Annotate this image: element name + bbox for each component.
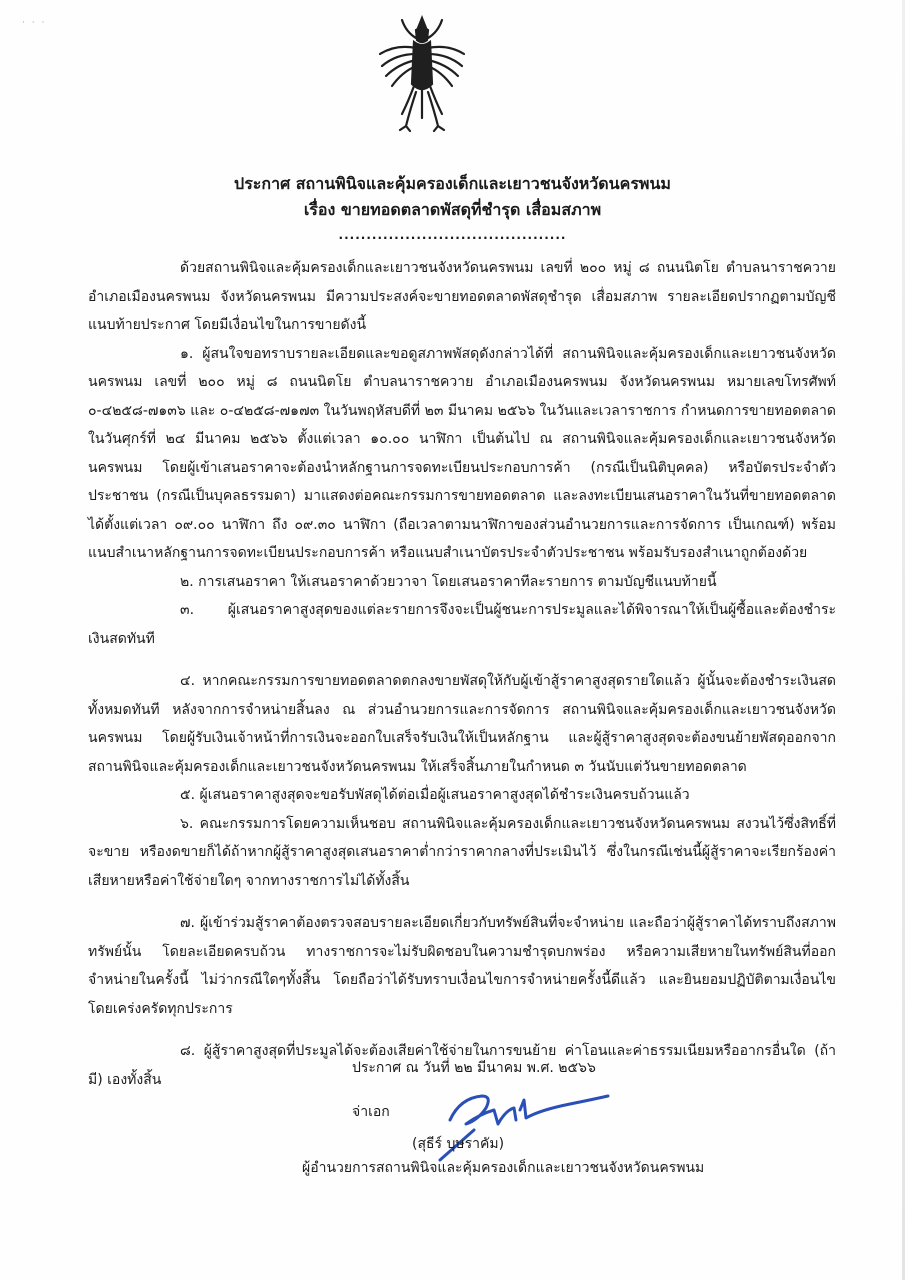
garuda-emblem-icon — [372, 14, 472, 134]
intro-paragraph: ด้วยสถานพินิจและคุ้มครองเด็กและเยาวชนจังหวัดนครพนม เลขที่ ๒๐๐ หมู่ ๘ ถนนนิตโย ตำบลนาราชควาย อำเภอเมืองนครพนม จังหวัดนครพนม มีความประสงค์จะขายทอดตลาดพัสดุชำรุด เสื่อมสภาพ รายละเอียดปรากฏตามบัญชีแนบท้ายประกาศ โดยมีเงื่อนไขในการขายดังนี้ — [88, 260, 836, 333]
clause-4: ๔. หากคณะกรรมการขายทอดตลาดตกลงขายพัสดุให้กับผู้เข้าสู้ราคาสูงสุดรายใดแล้ว ผู้นั้นจะต้องชำระเงินสดทั้งหมดทันที หลังจากการจำหน่ายสิ้นลง ณ ส่วนอำนวยการและการจัดการ สถานพินิจและคุ้มครองเด็กและเยาวชนจังหวัดนครพนม โดยผู้รับเงินเจ้าหน้าที่การเงินจะออกใบเสร็จรับเงินให้เป็นหลักฐาน และผู้สู้ราคาสูงสุดจะต้องขนย้ายพัสดุออกจากสถานพินิจและคุ้มครองเด็กและเยาวชนจังหวัดนครพนม ให้เสร็จสิ้นภายในกำหนด ๓ วันนับแต่วันขายทอดตลาด — [88, 673, 836, 775]
announcement-title: ประกาศ สถานพินิจและคุ้มครองเด็กและเยาวชนจังหวัดนครพนม — [234, 174, 671, 193]
clause-3: ๓. ผู้เสนอราคาสูงสุดของแต่ละรายการจึงจะเป็นผู้ชนะการประมูลและได้พิจารณาให้เป็นผู้ซื้อและต้องชำระเงินสดทันที — [88, 602, 836, 647]
announcement-date: ประกาศ ณ วันที่ ๒๒ มีนาคม พ.ศ. ๒๕๖๖ — [352, 1060, 596, 1076]
clause-5: ๕. ผู้เสนอราคาสูงสุดจะขอรับพัสดุได้ต่อเมื่อผู้เสนอราคาสูงสุดได้ชำระเงินครบถ้วนแล้ว — [180, 787, 690, 803]
signer-name: (สุธีร์ บุษราคัม) — [412, 1136, 505, 1152]
signer-position: ผู้อำนวยการสถานพินิจและคุ้มครองเด็กและเยาวชนจังหวัดนครพนม — [302, 1160, 705, 1176]
signer-rank: จ่าเอก — [352, 1104, 390, 1120]
clause-6: ๖. คณะกรรมการโดยความเห็นชอบ สถานพินิจและคุ้มครองเด็กและเยาวชนจังหวัดนครพนม สงวนไว้ซึ่งสิทธิ์ที่จะขาย หรืองดขายก็ได้ถ้าหากผู้สู้ราคาสูงสุดเสนอราคาต่ำกว่าราคากลางที่ประเมินไว้ ซึ่งในกรณีเช่นนี้ผู้สู้ราคาจะเรียกร้องค่าเสียหายหรือค่าใช้จ่ายใดๆ จากทางราชการไม่ได้ทั้งสิ้น — [88, 815, 836, 889]
clause-1: ๑. ผู้สนใจขอทราบรายละเอียดและขอดูสภาพพัสดุดังกล่าวได้ที่ สถานพินิจและคุ้มครองเด็กและเยาวชนจังหวัดนครพนม เลขที่ ๒๐๐ หมู่ ๘ ถนนนิตโย ตำบลนาราชควาย อำเภอเมืองนครพนม จังหวัดนครพนม หมายเลขโทรศัพท์ ๐-๔๒๕๘-๗๑๓๖ และ ๐-๔๒๕๘-๗๑๗๓ ในวันพฤหัสบดีที่ ๒๓ มีนาคม ๒๕๖๖ ในวันและเวลาราชการ กำหนดการขายทอดตลาดในวันศุกร์ที่ ๒๔ มีนาคม ๒๕๖๖ ตั้งแต่เวลา ๑๐.๐๐ นาฬิกา เป็นต้นไป ณ สถานพินิจและคุ้มครองเด็กและเยาวชนจังหวัดนครพนม โดยผู้เข้าเสนอราคาจะต้องนำหลักฐานการจดทะเบียนประกอบการค้า (กรณีเป็นนิติบุคคล) หรือบัตรประจำตัวประชาชน (กรณีเป็นบุคลธรรมดา) มาแสดงต่อคณะกรรมการขายทอดตลาด และลงทะเบียนเสนอราคาในวันที่ขายทอดตลาด ได้ตั้งแต่เวลา ๐๙.๐๐ นาฬิกา ถึง ๐๙.๓๐ นาฬิกา (ถือเวลาตามนาฬิกาของส่วนอำนวยการและการจัดการ เป็นเกณฑ์) พร้อมแนบสำเนาหลักฐานการจดทะเบียนประกอบการค้า หรือแนบสำเนาบัตรประจำตัวประชาชน พร้อมรับรองสำเนาถูกต้องด้วย — [88, 345, 836, 561]
announcement-body — [88, 254, 836, 1094]
clause-2: ๒. การเสนอราคา ให้เสนอราคาด้วยวาจา โดยเสนอราคาทีละรายการ ตามบัญชีแนบท้ายนี้ — [180, 573, 717, 590]
handwritten-signature — [420, 1080, 620, 1170]
scan-mark: · · · — [22, 18, 47, 28]
announcement-subject: เรื่อง ขายทอดตลาดพัสดุที่ชำรุด เสื่อมสภาพ — [303, 200, 602, 219]
clause-7: ๗. ผู้เข้าร่วมสู้ราคาต้องตรวจสอบรายละเอียดเกี่ยวกับทรัพย์สินที่จะจำหน่าย และถือว่าผู้สู้ราคาได้ทราบถึงสภาพทรัพย์นั้น โดยละเอียดครบถ้วน ทางราชการจะไม่รับผิดชอบในความชำรุดบกพร่อง หรือความเสียหายในทรัพย์สินที่ออกจำหน่ายในครั้งนี้ ไม่ว่ากรณีใดๆทั้งสิ้น โดยถือว่าได้รับทราบเงื่อนไขการจำหน่ายครั้งนี้ดีแล้ว และยินยอมปฏิบัติตามเงื่อนไข โดยเคร่งครัดทุกประการ — [88, 915, 836, 1017]
title-separator: ......................................... — [338, 228, 567, 242]
clause-8: ๘. ผู้สู้ราคาสูงสุดที่ประมูลได้จะต้องเสียค่าใช้จ่ายในการขนย้าย ค่าโอนและค่าธรรมเนียมหรืออากรอื่นใด (ถ้ามี) เองทั้งสิ้น — [88, 1043, 836, 1088]
